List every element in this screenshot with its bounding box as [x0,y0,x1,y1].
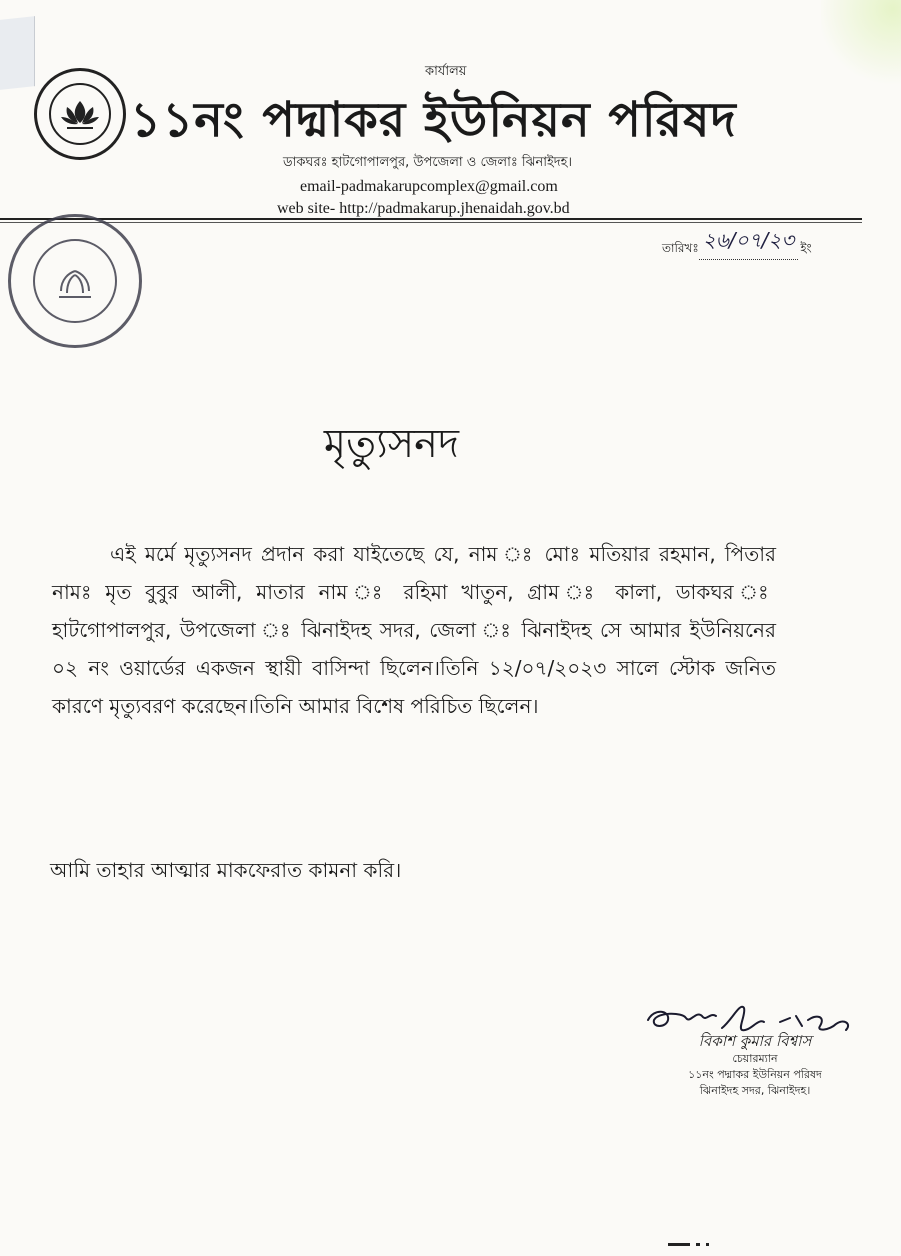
postal-address: ডাকঘরঃ হাটগোপালপুর, উপজেলা ও জেলাঃ ঝিনাইদহ। [283,155,573,170]
signatory-title: চেয়ারম্যান [732,1052,778,1065]
signatory-organization: ১১নং পদ্মাকর ইউনিয়ন পরিষদ [688,1068,822,1081]
date-label: তারিখঃ [662,241,699,255]
page-foot-mark [668,1243,718,1247]
union-parishad-logo [34,68,126,160]
background-paper-corner [0,16,35,90]
light-glare [821,0,901,90]
signatory-name: বিকাশ কুমার বিশ্বাস [698,1032,812,1050]
union-title: ১১নং পদ্মাকর ইউনিয়ন পরিষদ [130,92,737,148]
website-address: web site- http://padmakarup.jhenaidah.gov.bd [277,200,570,217]
office-label: কার্যালয় [425,64,467,79]
seal-emblem-icon [11,217,139,345]
email-address: email-padmakarupcomplex@gmail.com [300,178,558,195]
date-suffix: ইং [800,241,812,255]
closing-line: আমি তাহার আত্মার মাকফেরাত কামনা করি। [50,858,402,882]
office-seal-stamp [8,214,142,348]
signatory-location: ঝিনাইদহ সদর, ঝিনাইদহ। [699,1084,811,1097]
lotus-icon [37,71,123,157]
certificate-body: এই মর্মে মৃত্যুসনদ প্রদান করা যাইতেছে যে, নাম ঃ মোঃ মতিয়ার রহমান, পিতার নামঃ মৃত বুবুর আলী, মাতার নাম ঃ রহিমা খাতুন, গ্রাম ঃ কালা, ডাকঘর ঃ হাটগোপালপুর, উপজেলা ঃ ঝিনাইদহ সদর, জেলা ঃ ঝিনাইদহ সে আমার ইউনিয়নের ০২ নং ওয়ার্ডের একজন স্থায়ী বাসিন্দা ছিলেন।তিনি ১২/০৭/২০২৩ সালে স্টোক জনিত কারণে মৃত্যুবরণ করেছেন।তিনি আমার বিশেষ পরিচিত ছিলেন। [52,542,776,718]
date-value: ২৬/০৭/২৩ [699,226,799,260]
document-title: মৃত্যুসনদ [323,421,460,467]
date-line [662,226,812,260]
